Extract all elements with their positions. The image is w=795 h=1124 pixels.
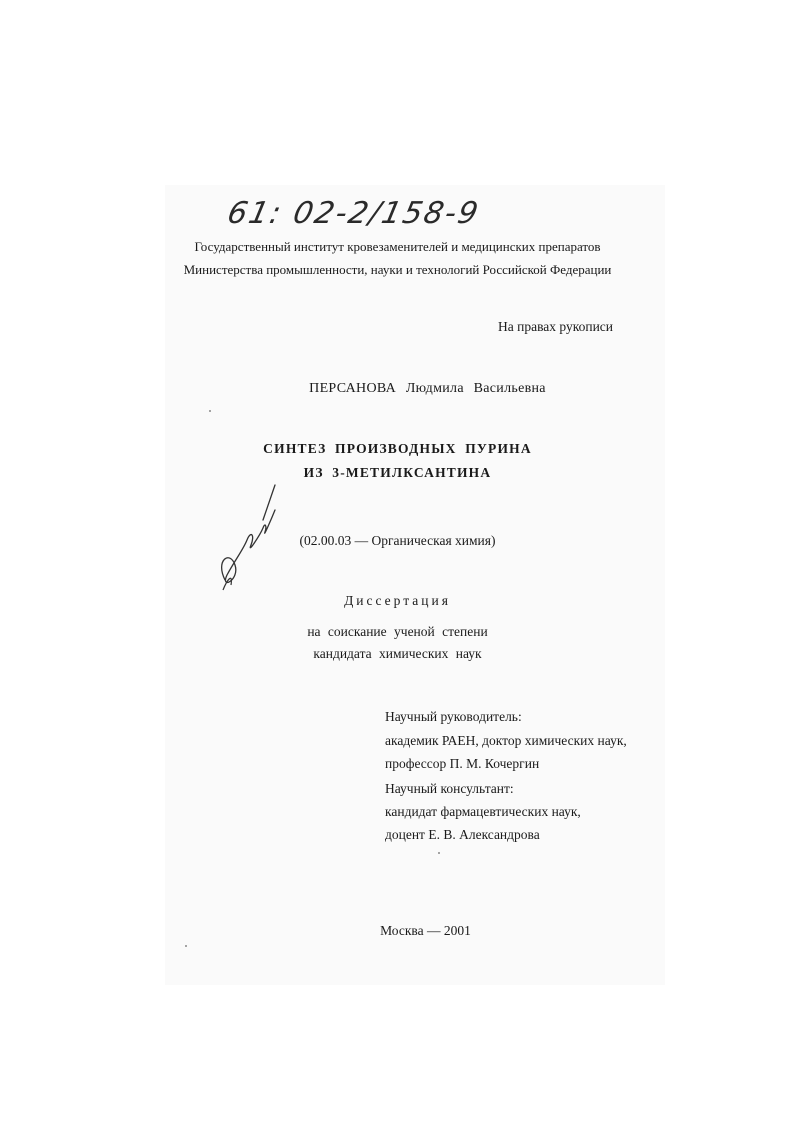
city-and-year: Москва — 2001 xyxy=(380,923,471,938)
scan-speck xyxy=(438,852,440,854)
supervisor-title: академик РАЕН, доктор химических наук, xyxy=(385,733,627,748)
supervisor-name: профессор П. М. Кочергин xyxy=(385,756,540,771)
author-name: ПЕРСАНОВА Людмила Васильевна xyxy=(309,381,546,396)
supervisor-heading: Научный руководитель: xyxy=(385,709,522,724)
consultant-name: доцент Е. В. Александрова xyxy=(385,827,540,842)
scan-speck xyxy=(209,410,211,412)
document-type: Диссертация xyxy=(344,593,451,608)
handwritten-catalog-number: 61: 02-2/158-9 xyxy=(224,196,483,231)
manuscript-rights-note: На правах рукописи xyxy=(498,319,614,334)
consultant-title: кандидат фармацевтических наук, xyxy=(385,804,581,819)
institute-name-line1: Государственный институт кровезаменителей и медицинских препаратов xyxy=(194,239,601,254)
degree-line1: на соискание ученой степени xyxy=(307,624,488,639)
thesis-title-line2: ИЗ 3-МЕТИЛКСАНТИНА xyxy=(303,465,492,480)
scan-speck xyxy=(185,945,187,947)
specialty-code: (02.00.03 — Органическая химия) xyxy=(299,533,496,548)
degree-line2: кандидата химических наук xyxy=(313,646,482,661)
institute-name-line2: Министерства промышленности, науки и технологий Российской Федерации xyxy=(183,262,612,277)
thesis-title-line1: СИНТЕЗ ПРОИЗВОДНЫХ ПУРИНА xyxy=(263,441,532,456)
consultant-heading: Научный консультант: xyxy=(385,781,514,796)
